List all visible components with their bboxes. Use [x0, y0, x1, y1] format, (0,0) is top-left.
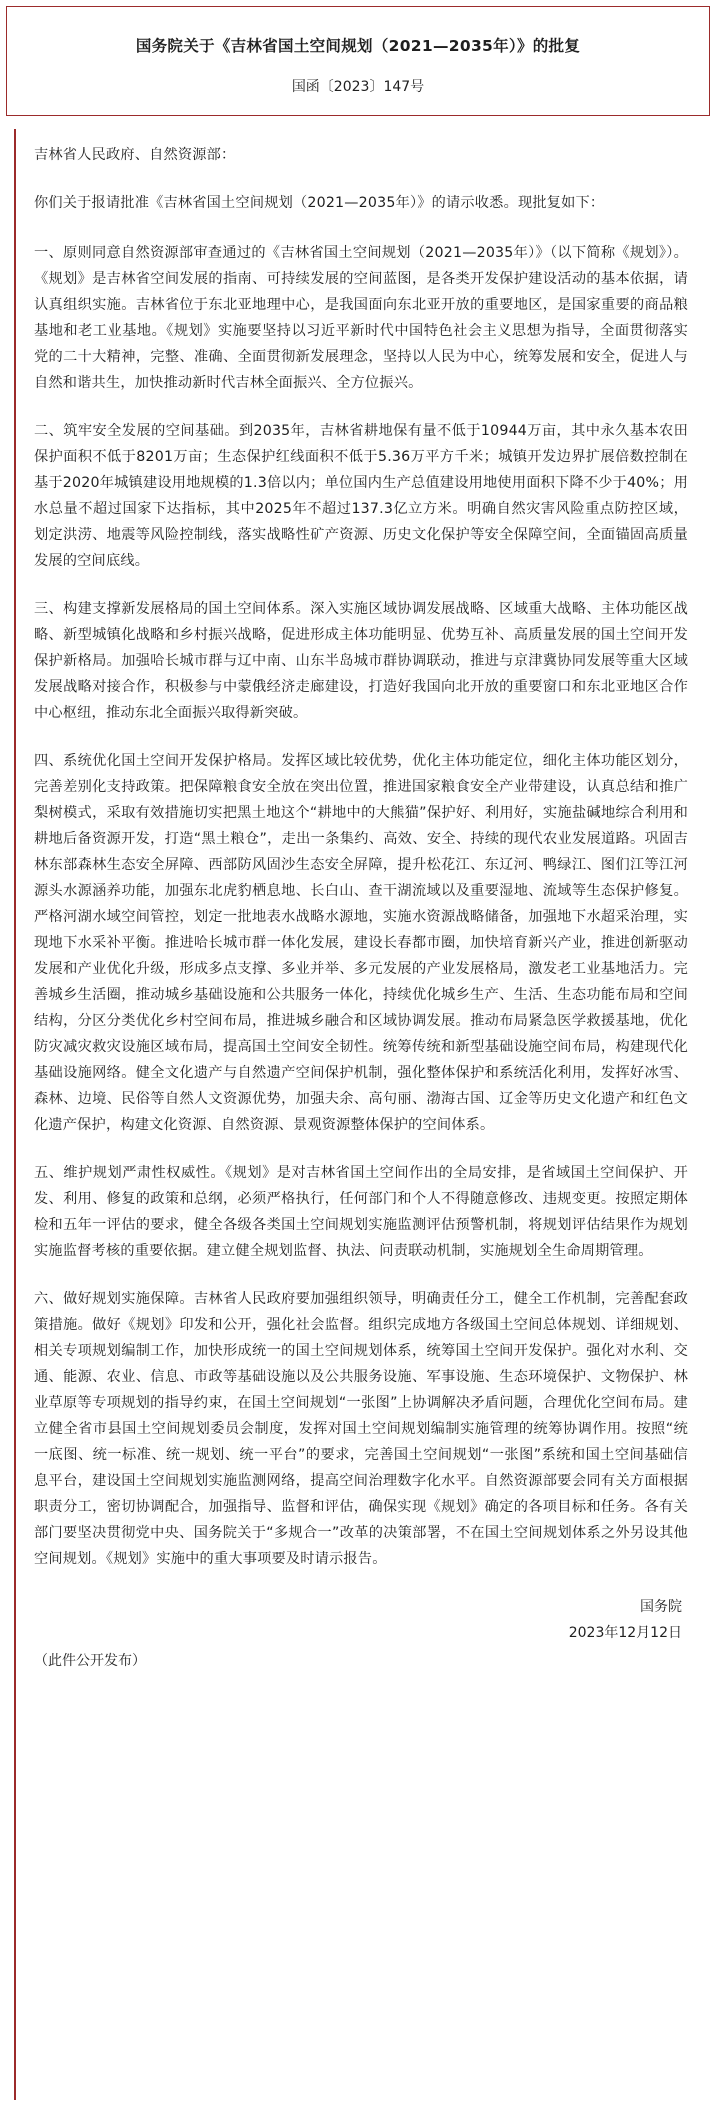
section-6-paragraph: 六、做好规划实施保障。吉林省人民政府要加强组织领导，明确责任分工，健全工作机制，完善配套政策措施。做好《规划》印发和公开，强化社会监督。组织完成地方各级国土空间总体规划、详细规划、相关专项规划编制工作，加快形成统一的国土空间规划体系，统筹国土空间开发保护。强化对水利、交通、能源、农业、信息、市政等基础设施以及公共服务设施、军事设施、生态环境保护、文物保护、林业草原等专项规划的指导约束，在国土空间规划“一张图”上协调解决矛盾问题，合理优化空间布局。建立健全省市县国土空间规划委员会制度，发挥对国土空间规划编制实施管理的统筹协调作用。按照“统一底图、统一标准、统一规划、统一平台”的要求，完善国土空间规划“一张图”系统和国土空间基础信息平台，建设国土空间规划实施监测网络，提高空间治理数字化水平。自然资源部要会同有关方面根据职责分工，密切协调配合，加强指导、监督和评估，确保实现《规划》确定的各项目标和任务。各有关部门要坚决贯彻党中央、国务院关于“多规合一”改革的决策部署，不在国土空间规划体系之外另设其他空间规划。《规划》实施中的重大事项要及时请示报告。	[34, 1291, 688, 1567]
salutation: 吉林省人民政府、自然资源部：	[34, 147, 236, 163]
intro-paragraph: 你们关于报请批准《吉林省国土空间规划（2021—2035年）》的请示收悉。现批复如下：	[34, 195, 605, 211]
section-1-paragraph: 一、原则同意自然资源部审查通过的《吉林省国土空间规划（2021—2035年）》（以下简称《规划》）。《规划》是吉林省空间发展的指南、可持续发展的空间蓝图，是各类开发保护建设活动的基本依据，请认真组织实施。吉林省位于东北亚地理中心，是我国面向东北亚开放的重要地区，是国家重要的商品粮基地和老工业基地。《规划》实施要坚持以习近平新时代中国特色社会主义思想为指导，全面贯彻落实党的二十大精神，完整、准确、全面贯彻新发展理念，坚持以人民为中心，统筹发展和安全，促进人与自然和谐共生，加快推动新时代吉林全面振兴、全方位振兴。	[34, 245, 688, 391]
signature-block	[34, 1594, 688, 1646]
issue-date: 2023年12月12日	[568, 1625, 682, 1641]
section-3-paragraph: 三、构建支撑新发展格局的国土空间体系。深入实施区域协调发展战略、区域重大战略、主体功能区战略、新型城镇化战略和乡村振兴战略，促进形成主体功能明显、优势互补、高质量发展的国土空间开发保护新格局。加强哈长城市群与辽中南、山东半岛城市群协调联动，推进与京津冀协同发展等重大区域发展战略对接合作，积极参与中蒙俄经济走廊建设，打造好我国向北开放的重要窗口和东北亚地区合作中心枢纽，推动东北全面振兴取得新突破。	[34, 601, 688, 721]
section-4-paragraph: 四、系统优化国土空间开发保护格局。发挥区域比较优势，优化主体功能定位，细化主体功能区划分，完善差别化支持政策。把保障粮食安全放在突出位置，推进国家粮食安全产业带建设，认真总结和推广梨树模式，采取有效措施切实把黑土地这个“耕地中的大熊猫”保护好、利用好，实施盐碱地综合利用和耕地后备资源开发，打造“黑土粮仓”，走出一条集约、高效、安全、持续的现代农业发展道路。巩固吉林东部森林生态安全屏障、西部防风固沙生态安全屏障，提升松花江、东辽河、鸭绿江、图们江等江河源头水源涵养功能，加强东北虎豹栖息地、长白山、查干湖流域以及重要湿地、流域等生态保护修复。严格河湖水域空间管控，划定一批地表水战略水源地，实施水资源战略储备，加强地下水超采治理，实现地下水采补平衡。推进哈长城市群一体化发展，建设长春都市圈，加快培育新兴产业，推进创新驱动发展和产业优化升级，形成多点支撑、多业并举、多元发展的产业发展格局，激发老工业基地活力。完善城乡生活圈，推动城乡基础设施和公共服务一体化，持续优化城乡生产、生活、生态功能布局和空间结构，分区分类优化乡村空间布局，推进城乡融合和区域协调发展。推动布局紧急医学救援基地，优化防灾减灾救灾设施区域布局，提高国土空间安全韧性。统筹传统和新型基础设施空间布局，构建现代化基础设施网络。健全文化遗产与自然遗产空间保护机制，强化整体保护和系统活化利用，发挥好冰雪、森林、边境、民俗等自然人文资源优势，加强夫余、高句丽、渤海古国、辽金等历史文化遗产和红色文化遗产保护，构建文化资源、自然资源、景观资源整体保护的空间体系。	[34, 753, 688, 1133]
issuer-name: 国务院	[640, 1599, 682, 1615]
section-5-paragraph: 五、维护规划严肃性权威性。《规划》是对吉林省国土空间作出的全局安排，是省域国土空间保护、开发、利用、修复的政策和总纲，必须严格执行，任何部门和个人不得随意修改、违规变更。按照定期体检和五年一评估的要求，健全各级各类国土空间规划实施监测评估预警机制，将规划评估结果作为规划实施监督考核的重要依据。建立健全规划监督、执法、问责联动机制，实施规划全生命周期管理。	[34, 1165, 688, 1259]
document-body	[14, 129, 704, 2100]
publish-note: （此件公开发布）	[34, 1653, 146, 1669]
section-2-paragraph: 二、筑牢安全发展的空间基础。到2035年，吉林省耕地保有量不低于10944万亩，其中永久基本农田保护面积不低于8201万亩；生态保护红线面积不低于5.36万平方千米；城镇开发边界扩展倍数控制在基于2020年城镇建设用地规模的1.3倍以内；单位国内生产总值建设用地使用面积下降不少于40%；用水总量不超过国家下达指标，其中2025年不超过137.3亿立方米。明确自然灾害风险重点防控区域，划定洪涝、地震等风险控制线，落实战略性矿产资源、历史文化保护等安全保障空间，全面锚固高质量发展的空间底线。	[34, 423, 688, 569]
document-header	[6, 6, 710, 116]
document-number: 国函〔2023〕147号	[291, 79, 425, 95]
document-title: 国务院关于《吉林省国土空间规划（2021—2035年）》的批复	[135, 37, 581, 55]
